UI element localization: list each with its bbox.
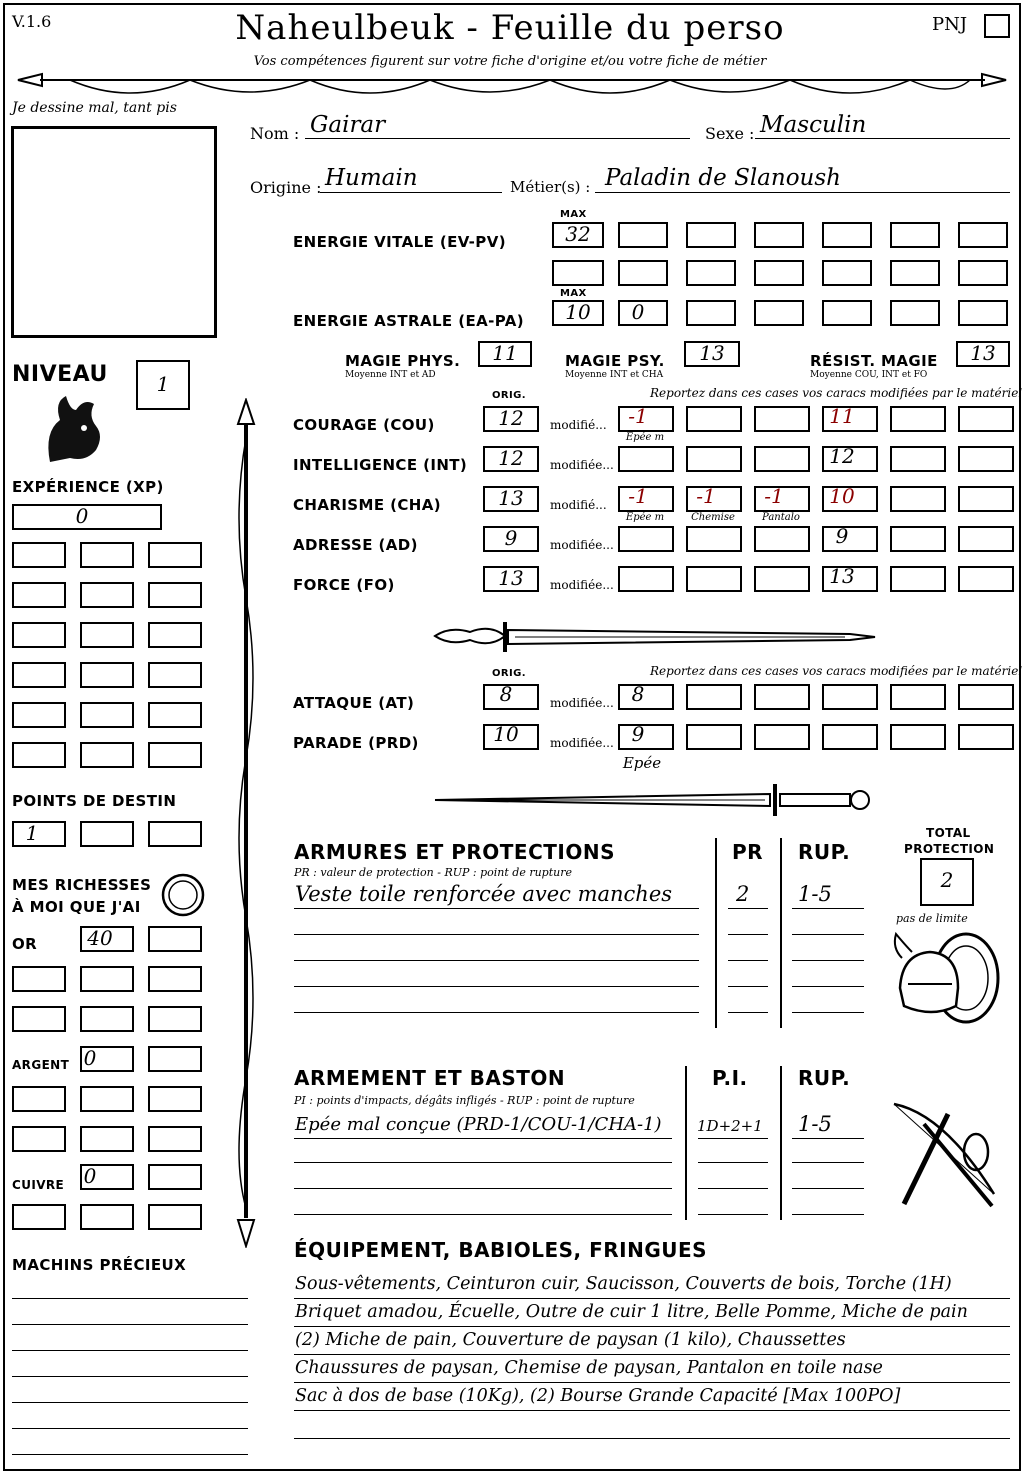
- equipement-line[interactable]: [294, 1326, 1010, 1327]
- arme-rup: 1-5: [798, 1112, 832, 1136]
- stat-mod-note: Epée m: [625, 512, 665, 523]
- armement-pi-label: P.I.: [712, 1066, 748, 1090]
- combat-mod-box[interactable]: [890, 684, 946, 710]
- ev-box[interactable]: [618, 260, 668, 286]
- origine-label: Origine :: [250, 178, 322, 197]
- cuivre-label: CUIVRE: [12, 1178, 65, 1192]
- xp-box[interactable]: [148, 662, 202, 688]
- ev-box[interactable]: [686, 222, 736, 248]
- resist-magie-note: Moyenne COU, INT et FO: [810, 370, 928, 380]
- xp-box[interactable]: [80, 622, 134, 648]
- armure-rup-line[interactable]: [792, 908, 864, 909]
- stat-label: INTELLIGENCE (INT): [293, 456, 468, 474]
- money-box[interactable]: [12, 1126, 66, 1152]
- stat-mod-box[interactable]: [754, 406, 810, 432]
- niveau-label: NIVEAU: [12, 362, 108, 387]
- or-value: 40: [87, 926, 113, 950]
- stat-mod-label: modifiée...: [550, 538, 614, 552]
- xp-box[interactable]: [80, 582, 134, 608]
- equipement-text: Chaussures de paysan, Chemise de paysan, Pantalon en toile nase: [295, 1358, 883, 1378]
- stat-mod-box[interactable]: [958, 566, 1014, 592]
- ea-box[interactable]: [822, 300, 872, 326]
- armure-pr-line[interactable]: [728, 960, 768, 961]
- cuivre-value: 0: [83, 1164, 97, 1188]
- xp-box[interactable]: [148, 702, 202, 728]
- money-box[interactable]: [80, 1006, 134, 1032]
- stat-mod-box[interactable]: [754, 566, 810, 592]
- stat-mod-value: -1: [628, 484, 648, 508]
- stat-mod-box[interactable]: [618, 446, 674, 472]
- ea-max-label: MAX: [560, 288, 587, 299]
- coin-icon: [160, 872, 206, 918]
- armure-pr: 2: [736, 882, 750, 906]
- machin-line[interactable]: [12, 1402, 248, 1403]
- argent-value: 0: [83, 1046, 97, 1070]
- ea-current-value: 0: [631, 300, 645, 324]
- stat-mod-box[interactable]: [686, 446, 742, 472]
- combat-mod-box[interactable]: [754, 684, 810, 710]
- stat-label: FORCE (FO): [293, 576, 395, 594]
- armure-line[interactable]: [294, 960, 699, 961]
- report-note-combat: Reportez dans ces cases vos caracs modifiées par le matériel: [650, 664, 1023, 678]
- stat-mod-box[interactable]: [686, 566, 742, 592]
- money-box[interactable]: [12, 1086, 66, 1112]
- nom-value: Gairar: [310, 112, 386, 138]
- arme-name: Epée mal conçue (PRD-1/COU-1/CHA-1): [295, 1114, 662, 1135]
- destin-label: POINTS DE DESTIN: [12, 792, 177, 810]
- xp-box[interactable]: [80, 662, 134, 688]
- page-title: Naheulbeuk - Feuille du perso: [235, 8, 785, 48]
- money-box[interactable]: [148, 966, 202, 992]
- ea-box[interactable]: [754, 300, 804, 326]
- money-box[interactable]: [148, 1204, 202, 1230]
- machin-line[interactable]: [12, 1298, 248, 1299]
- or-label: OR: [12, 935, 38, 953]
- combat-mod-label: modifiée...: [550, 696, 614, 710]
- stat-mod-value: -1: [628, 404, 648, 428]
- stat-mod-box[interactable]: [686, 406, 742, 432]
- armures-title: ARMURES ET PROTECTIONS: [294, 840, 615, 864]
- money-box[interactable]: [148, 1086, 202, 1112]
- armure-rup: 1-5: [798, 882, 832, 906]
- xp-box[interactable]: [148, 622, 202, 648]
- machin-line[interactable]: [12, 1376, 248, 1377]
- combat-mod-box[interactable]: [890, 724, 946, 750]
- destin-value: 1: [25, 821, 39, 845]
- equipement-line[interactable]: [294, 1382, 1010, 1383]
- armure-line[interactable]: [294, 934, 699, 935]
- stat-mod-note: Pantalo: [762, 512, 800, 523]
- armure-rup-line[interactable]: [792, 934, 864, 935]
- pnj-checkbox[interactable]: [984, 14, 1010, 38]
- combat-label: ATTAQUE (AT): [293, 694, 415, 712]
- orig-label-combat: ORIG.: [492, 668, 526, 679]
- armure-line[interactable]: [294, 1012, 699, 1013]
- stat-mod-note: Epée m: [625, 432, 665, 443]
- magie-phys-value: 11: [492, 341, 518, 365]
- magie-psy-note: Moyenne INT et CHA: [565, 370, 664, 380]
- stat-mod-box[interactable]: [958, 406, 1014, 432]
- armure-rup-line[interactable]: [792, 986, 864, 987]
- page-subtitle: Vos compétences figurent sur votre fiche d'origine et/ou votre fiche de métier: [253, 54, 767, 69]
- armure-pr-line[interactable]: [728, 986, 768, 987]
- origine-value: Humain: [325, 165, 418, 191]
- stat-label: ADRESSE (AD): [293, 536, 418, 554]
- metier-value: Paladin de Slanoush: [605, 165, 841, 191]
- money-box[interactable]: [148, 1126, 202, 1152]
- equipement-title: ÉQUIPEMENT, BABIOLES, FRINGUES: [294, 1238, 708, 1262]
- equipement-text: (2) Miche de pain, Couverture de paysan (1 kilo), Chaussettes: [295, 1330, 846, 1350]
- ev-label: ENERGIE VITALE (EV-PV): [293, 233, 506, 251]
- stat-orig-value: 9: [504, 526, 518, 550]
- arme-line[interactable]: [294, 1214, 672, 1215]
- xp-box[interactable]: [12, 622, 66, 648]
- stat-mod-box[interactable]: [890, 566, 946, 592]
- metier-label: Métier(s) :: [510, 178, 591, 196]
- arme-pi-line[interactable]: [698, 1188, 768, 1189]
- xp-box[interactable]: [12, 662, 66, 688]
- xp-box[interactable]: [80, 542, 134, 568]
- magie-phys-label: MAGIE PHYS.: [345, 352, 461, 370]
- xp-label: EXPÉRIENCE (XP): [12, 478, 164, 496]
- machin-line[interactable]: [12, 1428, 248, 1429]
- arme-line[interactable]: [294, 1188, 672, 1189]
- helmet-shield-icon: [888, 928, 1006, 1034]
- ea-box[interactable]: [686, 300, 736, 326]
- armures-pr-label: PR: [732, 840, 764, 864]
- armure-pr-line[interactable]: [728, 934, 768, 935]
- stat-label: CHARISME (CHA): [293, 496, 441, 514]
- portrait-caption: Je dessine mal, tant pis: [12, 100, 177, 116]
- armement-note: PI : points d'impacts, dégâts infligés - RUP : point de rupture: [294, 1094, 635, 1107]
- armure-pr-line[interactable]: [728, 1012, 768, 1013]
- stat-mod-label: modifiée...: [550, 578, 614, 592]
- money-box[interactable]: [12, 1006, 66, 1032]
- machin-line[interactable]: [12, 1324, 248, 1325]
- stat-mod-box[interactable]: [890, 486, 946, 512]
- ea-label: ENERGIE ASTRALE (EA-PA): [293, 312, 525, 330]
- machin-line[interactable]: [12, 1454, 248, 1455]
- xp-box[interactable]: [12, 582, 66, 608]
- equipement-text: Briquet amadou, Écuelle, Outre de cuir 1 litre, Belle Pomme, Miche de pain: [295, 1302, 968, 1322]
- sexe-label: Sexe :: [705, 124, 755, 143]
- combat-mod-note: Epée: [622, 754, 662, 772]
- equipement-line[interactable]: [294, 1438, 1010, 1439]
- resist-magie-label: RÉSIST. MAGIE: [810, 352, 938, 370]
- stat-mod-value: 11: [829, 404, 855, 428]
- xp-box[interactable]: [148, 542, 202, 568]
- stat-mod-box[interactable]: [958, 526, 1014, 552]
- richesses-label-1: MES RICHESSES: [12, 876, 152, 894]
- arme-pi-line[interactable]: [698, 1162, 768, 1163]
- armement-title: ARMEMENT ET BASTON: [294, 1066, 566, 1090]
- destin-box[interactable]: [80, 821, 134, 847]
- stat-mod-box[interactable]: [754, 446, 810, 472]
- ev-box[interactable]: [890, 222, 940, 248]
- ev-box[interactable]: [958, 260, 1008, 286]
- combat-mod-box[interactable]: [686, 724, 742, 750]
- ev-box[interactable]: [890, 260, 940, 286]
- xp-box[interactable]: [148, 582, 202, 608]
- xp-box[interactable]: [80, 742, 134, 768]
- nom-label: Nom :: [250, 124, 300, 143]
- stat-mod-label: modifié...: [550, 498, 607, 512]
- xp-box[interactable]: [148, 742, 202, 768]
- magie-phys-note: Moyenne INT et AD: [345, 370, 436, 380]
- stat-mod-box[interactable]: [754, 526, 810, 552]
- richesses-label-2: À MOI QUE J'AI: [12, 898, 141, 916]
- ea-box[interactable]: [890, 300, 940, 326]
- stat-mod-value: 10: [829, 484, 855, 508]
- magie-psy-value: 13: [699, 341, 725, 365]
- armure-pr-line[interactable]: [728, 908, 768, 909]
- sword-illustration-bottom: [430, 780, 880, 820]
- money-box[interactable]: [148, 1164, 202, 1190]
- money-box[interactable]: [148, 1006, 202, 1032]
- xp-box[interactable]: [12, 542, 66, 568]
- ev-box[interactable]: [822, 222, 872, 248]
- money-box[interactable]: [80, 1204, 134, 1230]
- stat-mod-value: 13: [829, 564, 855, 588]
- dragon-icon: [40, 392, 106, 464]
- stat-label: COURAGE (COU): [293, 416, 435, 434]
- portrait-box[interactable]: [11, 126, 217, 338]
- report-note: Reportez dans ces cases vos caracs modifiées par le matériel: [650, 386, 1023, 400]
- combat-mod-box[interactable]: [822, 724, 878, 750]
- armure-rup-line[interactable]: [792, 1012, 864, 1013]
- stat-orig-value: 13: [498, 566, 524, 590]
- money-box[interactable]: [80, 1126, 134, 1152]
- stat-mod-box[interactable]: [618, 566, 674, 592]
- destin-box[interactable]: [148, 821, 202, 847]
- stat-mod-box[interactable]: [890, 406, 946, 432]
- stat-mod-value: -1: [696, 484, 716, 508]
- ev-box[interactable]: [822, 260, 872, 286]
- combat-mod-box[interactable]: [686, 684, 742, 710]
- xp-box[interactable]: [12, 702, 66, 728]
- ev-box[interactable]: [958, 222, 1008, 248]
- arme-line[interactable]: [294, 1138, 672, 1139]
- total-value: 2: [940, 868, 954, 892]
- ev-max-value: 32: [565, 222, 591, 246]
- combat-mod-box[interactable]: [958, 724, 1014, 750]
- machins-label: MACHINS PRÉCIEUX: [12, 1256, 187, 1274]
- ev-box[interactable]: [754, 222, 804, 248]
- long-spear-illustration: [228, 398, 264, 1248]
- money-box[interactable]: [148, 926, 202, 952]
- armure-line[interactable]: [294, 908, 699, 909]
- arme-rup-line[interactable]: [792, 1138, 864, 1139]
- stat-mod-box[interactable]: [890, 446, 946, 472]
- stat-mod-box[interactable]: [618, 526, 674, 552]
- equipement-line[interactable]: [294, 1354, 1010, 1355]
- xp-box[interactable]: [12, 742, 66, 768]
- niveau-value: 1: [156, 372, 170, 396]
- arme-pi-line[interactable]: [698, 1214, 768, 1215]
- stat-mod-value: 12: [829, 444, 855, 468]
- armure-name: Veste toile renforcée avec manches: [295, 882, 673, 906]
- xp-box[interactable]: [80, 702, 134, 728]
- combat-mod-value: 8: [631, 682, 645, 706]
- stat-orig-value: 12: [498, 446, 524, 470]
- equipement-text: Sous-vêtements, Ceinturon cuir, Saucisson, Couverts de bois, Torche (1H): [295, 1274, 952, 1294]
- armement-divider-1: [685, 1066, 687, 1220]
- resist-magie-value: 13: [970, 341, 996, 365]
- combat-mod-box[interactable]: [754, 724, 810, 750]
- stat-mod-label: modifiée...: [550, 458, 614, 472]
- arme-pi-line[interactable]: [698, 1138, 768, 1139]
- combat-mod-value: 9: [631, 722, 645, 746]
- total-label-1: TOTAL: [926, 826, 971, 840]
- sexe-value: Masculin: [760, 112, 867, 138]
- equipement-line[interactable]: [294, 1298, 1010, 1299]
- stat-mod-box[interactable]: [890, 526, 946, 552]
- combat-mod-box[interactable]: [958, 684, 1014, 710]
- arme-rup-line[interactable]: [792, 1162, 864, 1163]
- armures-rup-label: RUP.: [798, 840, 851, 864]
- stat-mod-note: Chemise: [691, 512, 735, 523]
- armure-line[interactable]: [294, 986, 699, 987]
- pnj-label: PNJ: [932, 14, 968, 35]
- ev-box[interactable]: [618, 222, 668, 248]
- armures-divider-1: [715, 838, 717, 1028]
- magie-psy-label: MAGIE PSY.: [565, 352, 665, 370]
- stat-mod-label: modifié...: [550, 418, 607, 432]
- argent-label: ARGENT: [12, 1058, 70, 1072]
- armure-rup-line[interactable]: [792, 960, 864, 961]
- stat-mod-box[interactable]: [958, 446, 1014, 472]
- ea-max-value: 10: [565, 300, 591, 324]
- money-box[interactable]: [80, 1086, 134, 1112]
- armement-rup-label: RUP.: [798, 1066, 851, 1090]
- armures-note: PR : valeur de protection - RUP : point de rupture: [294, 866, 572, 879]
- money-box[interactable]: [12, 1204, 66, 1230]
- ev-max-label: MAX: [560, 209, 587, 220]
- stat-mod-box[interactable]: [958, 486, 1014, 512]
- total-note: pas de limite: [896, 912, 968, 925]
- money-box[interactable]: [80, 966, 134, 992]
- equipement-line[interactable]: [294, 1410, 1010, 1411]
- combat-label: PARADE (PRD): [293, 734, 419, 752]
- stat-orig-value: 13: [498, 486, 524, 510]
- arme-rup-line[interactable]: [792, 1188, 864, 1189]
- ev-box[interactable]: [686, 260, 736, 286]
- sword-illustration-top: [430, 618, 880, 658]
- weapons-icon: [884, 1094, 1010, 1218]
- armures-divider-2: [780, 838, 782, 1028]
- stat-mod-value: -1: [764, 484, 784, 508]
- stat-mod-box[interactable]: [686, 526, 742, 552]
- ev-box[interactable]: [552, 260, 604, 286]
- ea-box[interactable]: [958, 300, 1008, 326]
- money-box[interactable]: [148, 1046, 202, 1072]
- equipement-text: Sac à dos de base (10Kg), (2) Bourse Grande Capacité [Max 100PO]: [295, 1386, 901, 1406]
- arme-line[interactable]: [294, 1162, 672, 1163]
- stat-orig-value: 12: [498, 406, 524, 430]
- xp-value: 0: [75, 504, 89, 528]
- combat-mod-box[interactable]: [822, 684, 878, 710]
- orig-label: ORIG.: [492, 390, 526, 401]
- armement-divider-2: [780, 1066, 782, 1220]
- machin-line[interactable]: [12, 1350, 248, 1351]
- combat-orig-value: 8: [499, 682, 513, 706]
- total-label-2: PROTECTION: [904, 842, 995, 856]
- stat-mod-value: 9: [835, 524, 849, 548]
- combat-mod-label: modifiée...: [550, 736, 614, 750]
- version-label: V.1.6: [12, 12, 52, 31]
- ev-box[interactable]: [754, 260, 804, 286]
- money-box[interactable]: [12, 966, 66, 992]
- arme-pi: 1D+2+1: [697, 1117, 763, 1135]
- combat-orig-value: 10: [493, 722, 519, 746]
- arme-rup-line[interactable]: [792, 1214, 864, 1215]
